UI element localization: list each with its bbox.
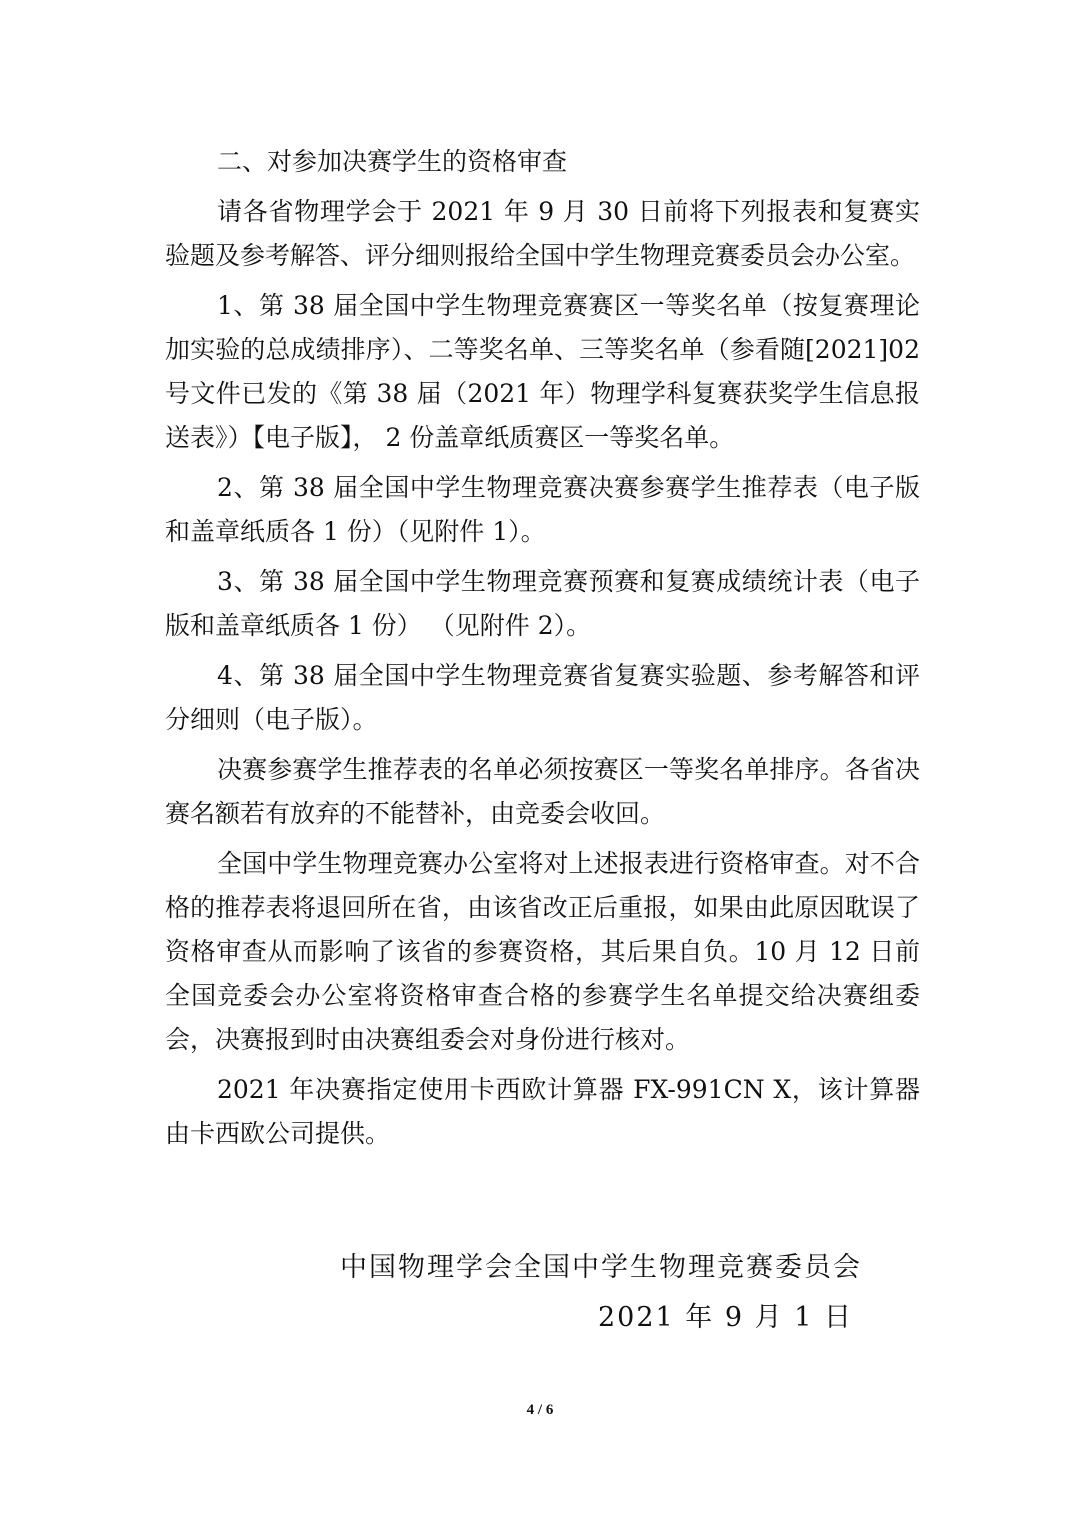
paragraph-item-2-recommendation-form: 2、第 38 届全国中学生物理竞赛决赛参赛学生推荐表（电子版和盖章纸质各 1 份）（见附件 1）。 <box>165 473 920 546</box>
paragraph-submission-request: 请各省物理学会于 2021 年 9 月 30 日前将下列报表和复赛实验题及参考解答、评分细则报给全国中学生物理竞赛委员会办公室。 <box>165 197 920 270</box>
section-heading: 二、对参加决赛学生的资格审查 <box>217 147 568 176</box>
paragraph-ranking-rule: 决赛参赛学生推荐表的名单必须按赛区一等奖名单排序。各省决赛名额若有放弃的不能替补，由竞委会收回。 <box>165 755 920 828</box>
paragraph-item-3-score-statistics: 3、第 38 届全国中学生物理竞赛预赛和复赛成绩统计表（电子版和盖章纸质各 1 份） （见附件 2）。 <box>165 567 920 640</box>
paragraph-qualification-review: 全国中学生物理竞赛办公室将对上述报表进行资格审查。对不合格的推荐表将退回所在省，由该省改正后重报，如果由此原因耽误了资格审查从而影响了该省的参赛资格，其后果自负。10 月 12 日前全国竞委会办公室将资格审查合格的参赛学生名单提交给决赛组委会，决赛报到时由决赛组委会对身份进行核对。 <box>165 849 920 1054</box>
paragraph-calculator-notice: 2021 年决赛指定使用卡西欧计算器 FX-991CN X，该计算器由卡西欧公司提供。 <box>165 1075 920 1148</box>
signature-date: 2021 年 9 月 1 日 <box>598 1302 853 1333</box>
document-body <box>165 140 920 1162</box>
paragraph-item-1-award-lists: 1、第 38 届全国中学生物理竞赛赛区一等奖名单（按复赛理论加实验的总成绩排序）、二等奖名单、三等奖名单（参看随[2021]02 号文件已发的《第 38 届（2021 年）物理学科复赛获奖学生信息报送表》）【电子版】， 2 份盖章纸质赛区一等奖名单。 <box>165 291 920 452</box>
paragraph-item-4-experiment-problems: 4、第 38 届全国中学生物理竞赛省复赛实验题、参考解答和评分细则（电子版）。 <box>165 661 920 734</box>
signature-organization: 中国物理学会全国中学生物理竞赛委员会 <box>340 1252 862 1283</box>
page-number: 4 / 6 <box>526 1402 554 1418</box>
